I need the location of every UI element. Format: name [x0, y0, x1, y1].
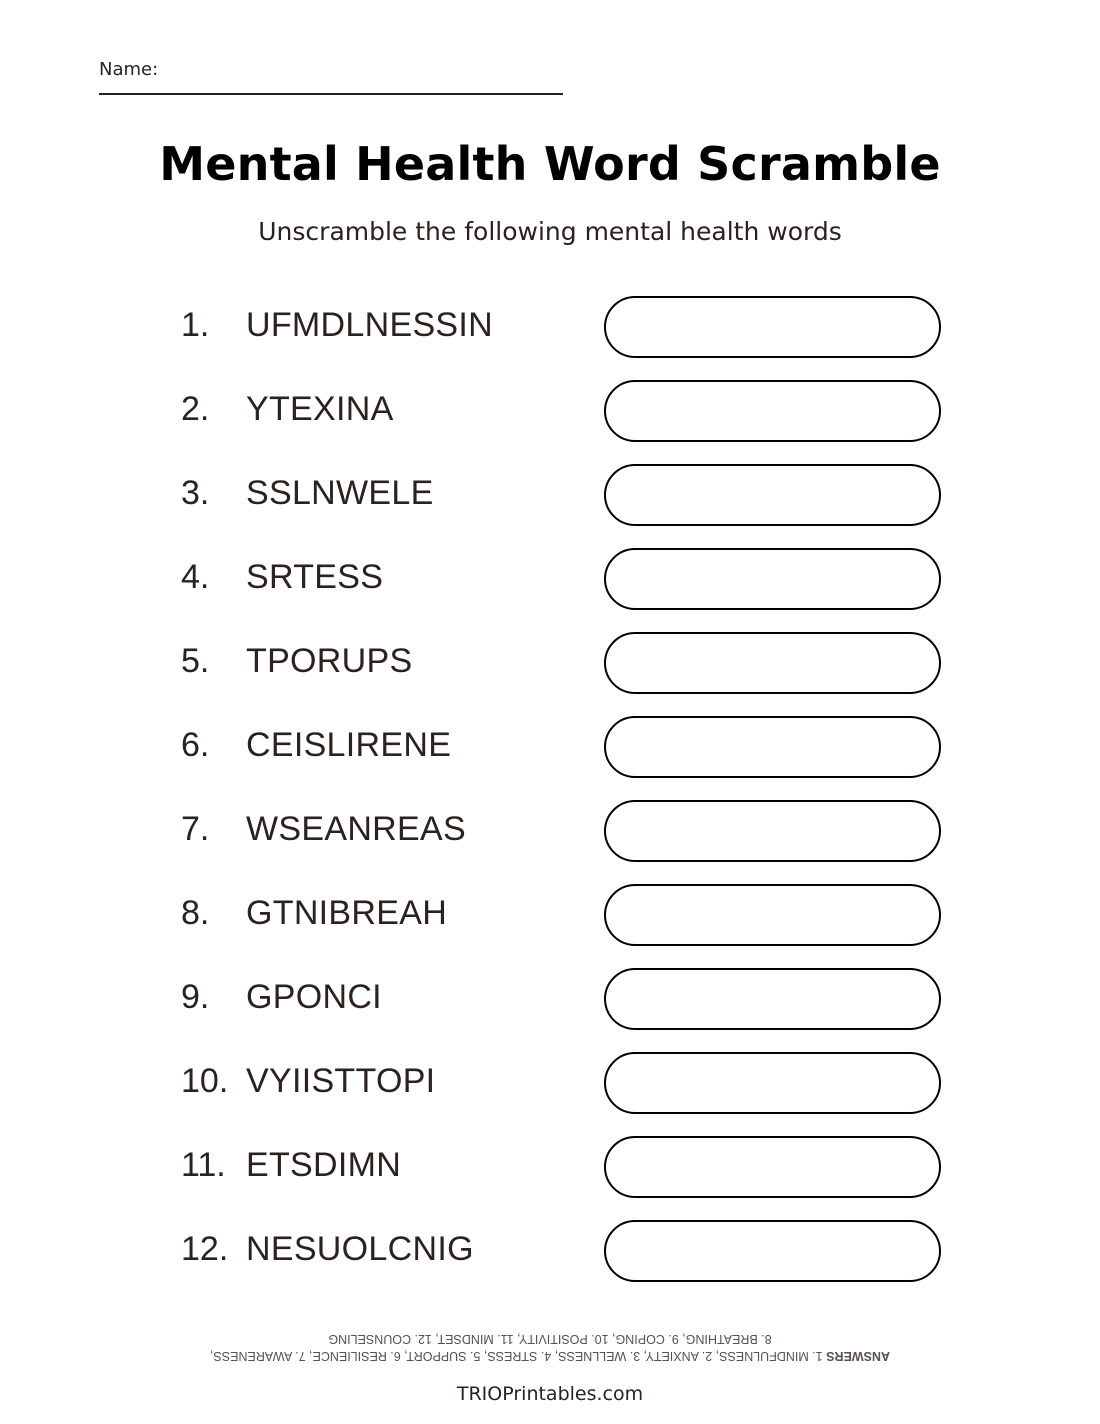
- answer-box[interactable]: [604, 800, 941, 862]
- answer-key-line-1: [150, 1347, 950, 1364]
- scramble-item-9: [0, 966, 1100, 1050]
- scramble-item-6: [0, 714, 1100, 798]
- answer-box[interactable]: [604, 380, 941, 442]
- scramble-item-8: [0, 882, 1100, 966]
- scramble-list: [0, 294, 1100, 1302]
- worksheet-subtitle: Unscramble the following mental health words: [258, 217, 842, 246]
- scramble-item-1: [0, 294, 1100, 378]
- item-number: 3.: [181, 474, 210, 512]
- scramble-item-4: [0, 546, 1100, 630]
- item-number: 5.: [181, 642, 210, 680]
- scramble-item-10: [0, 1050, 1100, 1134]
- answer-key-line-2: 8. BREATHING, 9. COPING, 10. POSITIVITY, 11. MINDSET, 12. COUNSELING: [328, 1332, 772, 1346]
- answer-box[interactable]: [604, 884, 941, 946]
- item-number: 12.: [181, 1230, 229, 1268]
- scramble-item-7: [0, 798, 1100, 882]
- name-label: Name:: [99, 59, 159, 80]
- answer-box[interactable]: [604, 548, 941, 610]
- scrambled-word: ETSDIMN: [246, 1146, 402, 1184]
- answer-box[interactable]: [604, 716, 941, 778]
- worksheet-title: Mental Health Word Scramble: [159, 137, 941, 191]
- item-number: 9.: [181, 978, 210, 1016]
- answer-box[interactable]: [604, 1052, 941, 1114]
- item-number: 2.: [181, 390, 210, 428]
- scrambled-word: YTEXINA: [246, 390, 394, 428]
- name-field[interactable]: [99, 58, 563, 95]
- answer-box[interactable]: [604, 1136, 941, 1198]
- scrambled-word: WSEANREAS: [246, 810, 466, 848]
- scrambled-word: TPORUPS: [246, 642, 413, 680]
- scramble-item-2: [0, 378, 1100, 462]
- item-number: 4.: [181, 558, 210, 596]
- scrambled-word: NESUOLCNIG: [246, 1230, 474, 1268]
- answer-key-text-1: 1. MINDFULNESS, 2. ANXIETY, 3. WELLNESS, 4. STRESS, 5. SUPPORT, 6. RESILIENCE, 7. AWARENESS,: [209, 1349, 823, 1363]
- scramble-item-12: [0, 1218, 1100, 1302]
- scramble-item-5: [0, 630, 1100, 714]
- item-number: 11.: [181, 1146, 226, 1184]
- answer-key: [150, 1330, 950, 1364]
- scramble-item-3: [0, 462, 1100, 546]
- answer-box[interactable]: [604, 464, 941, 526]
- scrambled-word: CEISLIRENE: [246, 726, 452, 764]
- item-number: 1.: [181, 306, 210, 344]
- footer-website: TRIOPrintables.com: [456, 1383, 644, 1405]
- scrambled-word: GPONCI: [246, 978, 382, 1016]
- scrambled-word: GTNIBREAH: [246, 894, 448, 932]
- scrambled-word: SRTESS: [246, 558, 384, 596]
- item-number: 6.: [181, 726, 210, 764]
- item-number: 8.: [181, 894, 210, 932]
- answer-box[interactable]: [604, 632, 941, 694]
- answer-box[interactable]: [604, 968, 941, 1030]
- answer-box[interactable]: [604, 296, 941, 358]
- item-number: 10.: [181, 1062, 229, 1100]
- answer-box[interactable]: [604, 1220, 941, 1282]
- scramble-item-11: [0, 1134, 1100, 1218]
- item-number: 7.: [181, 810, 210, 848]
- answer-key-label: ANSWERS: [826, 1349, 891, 1363]
- scrambled-word: SSLNWELE: [246, 474, 434, 512]
- scrambled-word: UFMDLNESSIN: [246, 306, 493, 344]
- scrambled-word: VYIISTTOPI: [246, 1062, 436, 1100]
